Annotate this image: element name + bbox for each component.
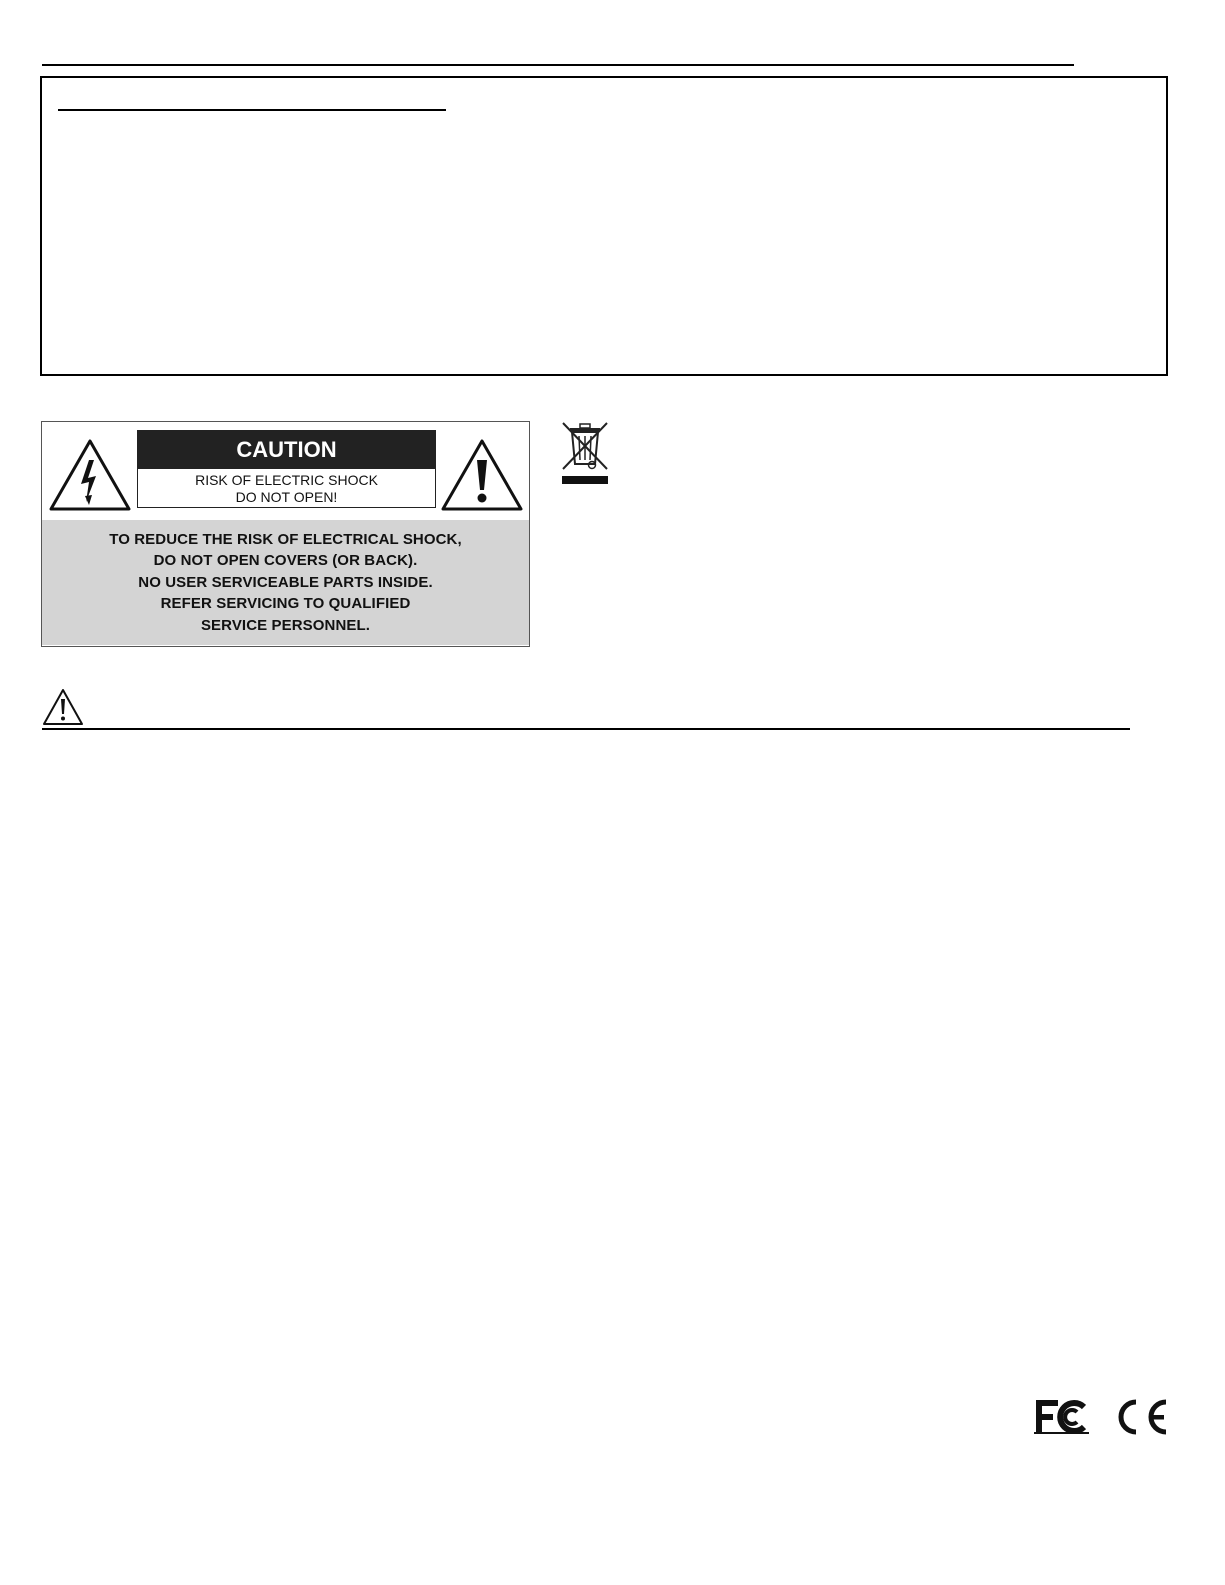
caution-instruction-line: REFER SERVICING TO QUALIFIED <box>160 595 411 613</box>
caution-title: CAUTION <box>138 431 435 469</box>
caution-instruction-line: SERVICE PERSONNEL. <box>200 616 371 634</box>
caution-instruction-line: TO REDUCE THE RISK OF ELECTRICAL SHOCK, <box>109 530 462 548</box>
caution-title-box <box>137 430 436 508</box>
caution-subtitle <box>138 469 435 506</box>
caution-instruction-line: NO USER SERVICEABLE PARTS INSIDE. <box>138 573 433 591</box>
crossed-bin-icon <box>560 420 610 486</box>
caution-subtitle-line1: RISK OF ELECTRIC SHOCK <box>195 472 378 488</box>
caution-label <box>41 421 530 647</box>
lightning-triangle-icon <box>48 438 132 512</box>
caution-instruction-line: DO NOT OPEN COVERS (OR BACK). <box>153 552 418 570</box>
notice-heading-underline <box>58 109 446 111</box>
caution-label-header <box>42 422 529 521</box>
top-rule <box>42 64 1074 66</box>
caution-subtitle-line2: DO NOT OPEN! <box>235 489 338 505</box>
fcc-logo <box>1034 1398 1092 1436</box>
section-rule <box>42 728 1130 730</box>
caution-instructions <box>42 520 529 645</box>
warning-triangle-icon <box>42 688 84 726</box>
ce-logo <box>1112 1398 1168 1436</box>
exclamation-triangle-icon <box>440 438 524 512</box>
notice-box <box>40 76 1168 376</box>
